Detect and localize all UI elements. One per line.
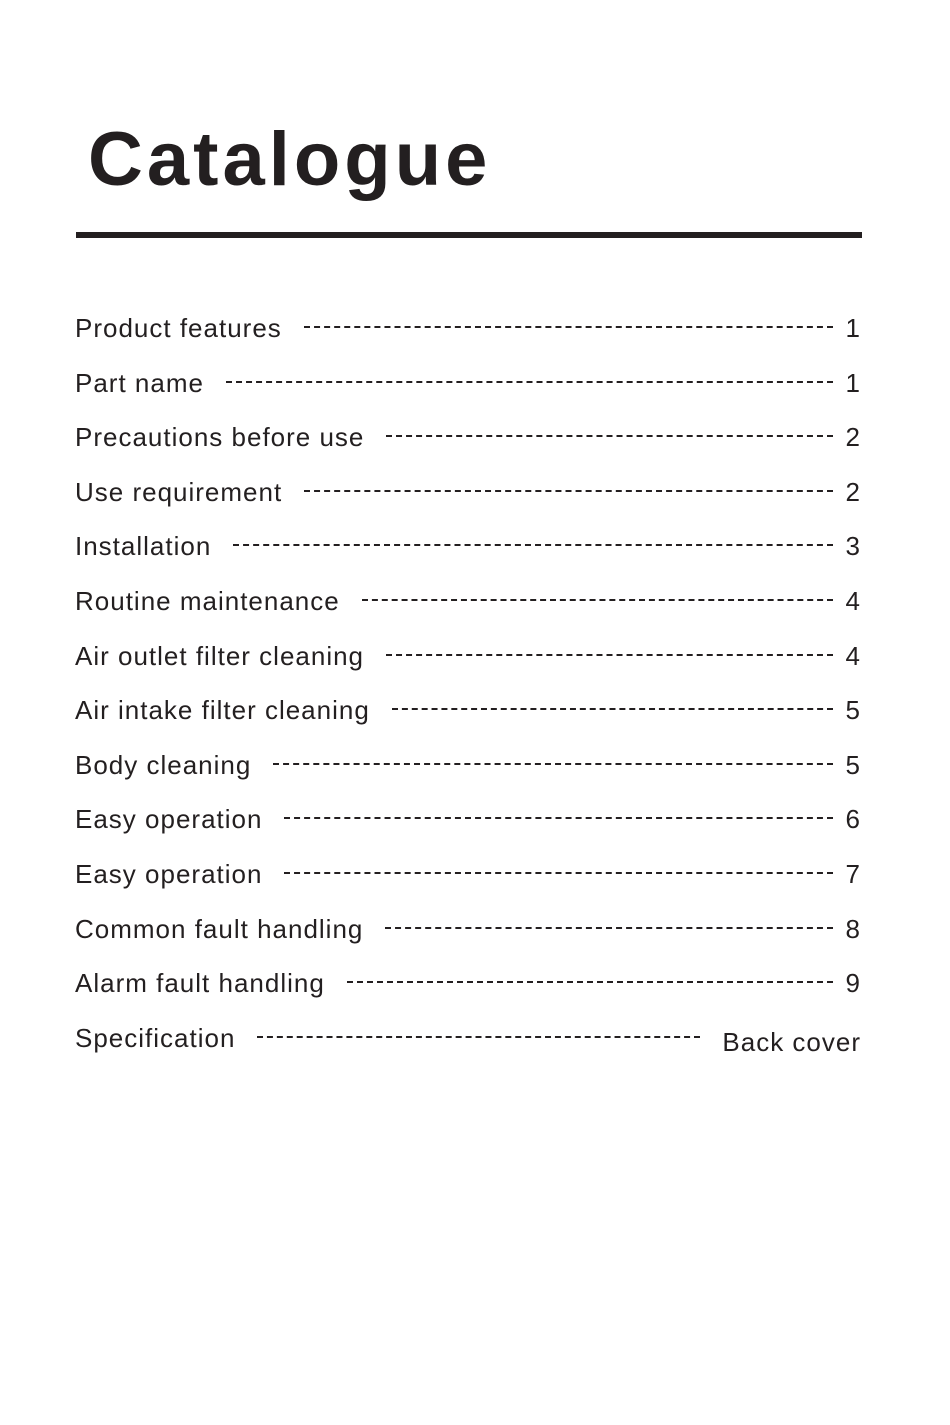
toc-entry-page: 3 [845,531,861,562]
toc-entry-label: Air outlet filter cleaning [75,640,365,671]
toc-entry [75,692,861,747]
toc-entry-label: Product features [75,313,282,343]
toc-entry [75,419,861,474]
toc-entry [75,474,861,529]
toc-entry-label: Common fault handling [75,913,364,944]
toc-entry [75,583,861,638]
toc-entry-page: 6 [845,804,861,835]
toc-dot-leader [385,927,833,929]
toc-entry-page: 7 [845,858,861,889]
toc-dot-leader [284,817,833,819]
toc-entry [75,801,861,856]
toc-entry-page: Back cover [722,1026,861,1057]
toc-entry-page: 9 [845,968,861,999]
toc-entry [75,1020,861,1075]
toc-entry-label: Alarm fault handling [75,968,325,999]
toc-dot-leader [386,435,833,437]
toc-dot-leader [347,981,833,983]
toc-entry-page: 2 [845,422,861,453]
toc-entry-page: 2 [845,476,861,507]
toc-entry-label: Specification [75,1022,236,1053]
table-of-contents [75,310,861,1074]
toc-entry [75,638,861,693]
toc-entry-page: 1 [845,313,861,343]
toc-entry-label: Use requirement [75,476,283,507]
toc-dot-leader [386,654,833,656]
toc-entry-page: 4 [845,640,861,671]
toc-entry-label: Air intake filter cleaning [75,695,370,726]
toc-entry [75,365,861,420]
toc-entry [75,911,861,966]
toc-entry [75,856,861,911]
toc-dot-leader [304,326,833,328]
toc-dot-leader [392,708,833,710]
toc-dot-leader [257,1036,700,1038]
toc-entry [75,965,861,1020]
toc-entry-page: 4 [845,585,861,616]
toc-entry-label: Routine maintenance [75,585,340,616]
toc-entry-page: 5 [845,695,861,726]
toc-entry-page: 1 [845,367,861,398]
toc-dot-leader [284,872,833,874]
toc-entry-label: Easy operation [75,804,263,835]
toc-entry-label: Installation [75,531,212,562]
page-title: Catalogue [88,117,492,202]
toc-dot-leader [362,599,833,601]
toc-entry-label: Part name [75,367,204,398]
toc-dot-leader [273,763,833,765]
toc-dot-leader [304,490,833,492]
toc-dot-leader [233,544,833,546]
toc-entry-label: Easy operation [75,858,263,889]
toc-entry [75,528,861,583]
toc-entry-label: Body cleaning [75,749,252,780]
toc-entry-label: Precautions before use [75,422,365,453]
title-divider [76,232,862,238]
toc-entry [75,747,861,802]
toc-entry-page: 5 [845,749,861,780]
toc-entry-page: 8 [845,913,861,944]
toc-dot-leader [226,381,833,383]
toc-entry [75,310,861,365]
